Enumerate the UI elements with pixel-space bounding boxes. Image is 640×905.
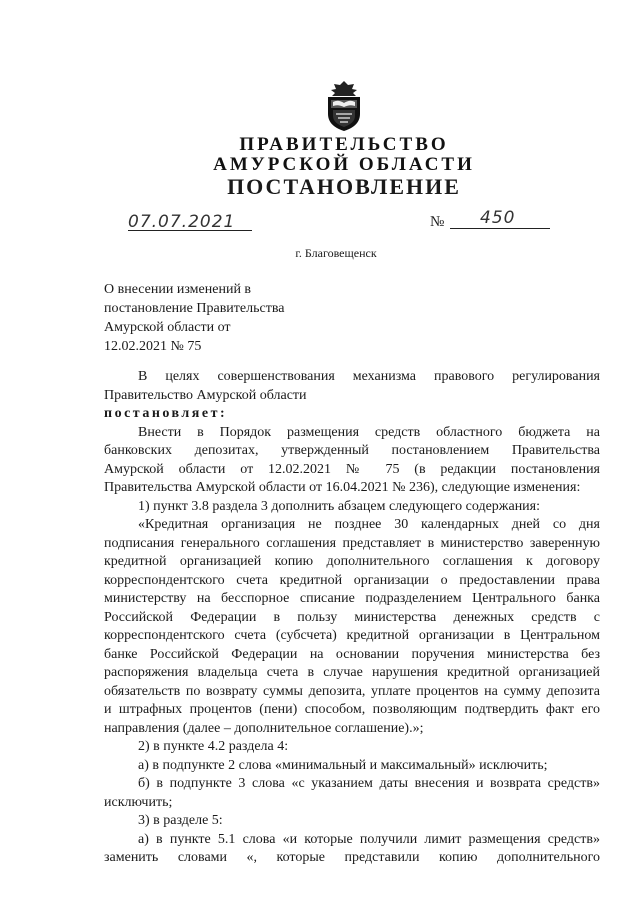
body-line: 3) в разделе 5: (138, 813, 223, 828)
body-line: 2) в пункте 4.2 раздела 4: (138, 739, 289, 754)
date-value: 07.07.2021 (128, 212, 236, 232)
body-line: банке Российской Федерации на основании поручения министерства без (104, 646, 600, 662)
region-title: АМУРСКОЙ ОБЛАСТИ (213, 154, 475, 175)
body-line: корреспондентского счета кредитной организации о предоставлении права (104, 572, 600, 588)
body-line: Амурской области от 12.02.2021 № 75 (в редакции постановления (104, 461, 600, 477)
body-line: а) в подпункте 2 слова «минимальный и максимальный» исключить; (138, 757, 548, 773)
document-body (104, 368, 600, 868)
body-line: обязательств по возврату суммы депозита, уплате процентов на сумму депозита (104, 683, 600, 699)
body-line: корреспондентского счета (субсчета) кредитной организации в Центральном (104, 628, 600, 643)
subject-line: 12.02.2021 № 75 (104, 339, 202, 354)
body-line: распоряжения владельца счета в случае нарушения кредитной организацией (104, 665, 600, 680)
subject-line: О внесении изменений в (104, 282, 252, 297)
document-number: 450 (480, 208, 516, 228)
number-sign: № (430, 214, 445, 230)
document-subject (104, 280, 344, 356)
body-line: министерству на бесспорное списание подразделением Центрального банка (104, 591, 600, 606)
subject-line: Амурской области от (104, 320, 231, 335)
government-title: ПРАВИТЕЛЬСТВО (239, 134, 449, 155)
body-line: кредитной организацией копию дополнительного соглашения к договору (104, 554, 600, 569)
body-line: В целях совершенствования механизма правового регулирования (138, 369, 600, 384)
body-line: Российской Федерации в пользу министерства денежных средств с (104, 609, 600, 625)
body-line: Правительство Амурской области (104, 387, 307, 403)
body-line: и штрафных процентов (пени) способом, позволяющим подтвердить факт его (104, 702, 600, 717)
document-date (128, 212, 250, 232)
body-line: подписания генерального соглашения представляет в министерство заверенную (104, 535, 600, 551)
resolution-keyword: постановляет: (104, 406, 228, 421)
body-line: б) в подпункте 3 слова «с указанием даты внесения и возврата средств» (138, 776, 600, 791)
body-line: банковских депозитах, утвержденный постановлением Правительства (104, 443, 600, 458)
coat-of-arms-emblem (322, 80, 366, 132)
body-line: «Кредитная организация не позднее 30 календарных дней со дня (138, 517, 600, 532)
body-line: исключить; (104, 794, 173, 810)
city-label: г. Благовещенск (295, 246, 377, 260)
body-line: направления (далее – дополнительное соглашение).»; (104, 720, 424, 736)
number-underline (450, 228, 550, 229)
body-line: Внести в Порядок размещения средств областного бюджета на (138, 424, 600, 440)
body-line: заменить словами «, которые представили копию дополнительного (104, 850, 600, 865)
body-line: 1) пункт 3.8 раздела 3 дополнить абзацем следующего содержания: (138, 498, 541, 514)
body-line: Правительства Амурской области от 16.04.2021 № 236), следующие изменения: (104, 480, 581, 495)
body-line: а) в пункте 5.1 слова «и которые получили лимит размещения средств» (138, 831, 600, 847)
document-type: ПОСТАНОВЛЕНИЕ (227, 174, 461, 199)
date-underline (128, 230, 252, 231)
subject-line: постановление Правительства (104, 301, 285, 316)
